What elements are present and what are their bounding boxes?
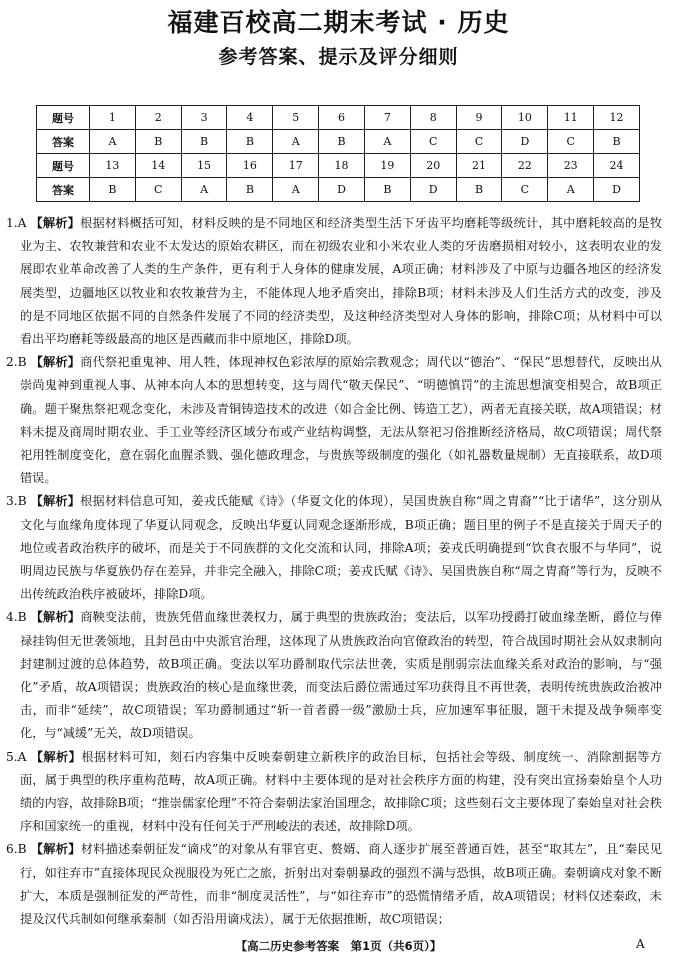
table-cell: 18 xyxy=(319,154,365,178)
question-number: 3.B xyxy=(6,494,27,509)
footer-page-info: 【高二历史参考答案 第1页（共6页）】 xyxy=(235,939,442,953)
table-cell: 5 xyxy=(273,106,319,130)
table-cell: B xyxy=(227,178,273,202)
explanation-text: 根据材料信息可知，姜戎氏能赋《诗》（华夏文化的体现），吴国贵族自称“周之胄裔”“比于诸华”，这分别从文化与血缘角度体现了华夏认同观念，反映出华夏认同观念逐渐形成，B项正确；题目里的例子不是直接关于周天子的地位或者政治秩序的破坏，而是关于不同族群的文化交流和认同，排除A项；姜戎氏明确提到“饮食衣服不与华同”，说明周边民族与华夏族仍存在差异，并非完全融入，排除C项；姜戎氏赋《诗》、吴国贵族自称“周之胄裔”等行为，反映不出传统政治秩序被破坏，排除D项。 xyxy=(20,494,663,602)
table-cell: D xyxy=(319,178,365,202)
table-cell: B xyxy=(227,130,273,154)
table-row-numbers-1 xyxy=(37,106,640,130)
explanation-text: 商代祭祀重鬼神、用人牲，体现神权色彩浓厚的原始宗教观念；周代以“德治”、“保民”思想替代，反映出从崇尚鬼神到重视人事、从神本向人本的思想转变，这与周代“敬天保民”、“明德慎罚”的主流思想演变相契合，故B项正确。题干聚焦祭祀观念变化，未涉及青铜铸造技术的改进（如合金比例、铸造工艺），两者无直接关联，故A项错误；材料未提及商周时期农业、手工业等经济区域分布或产业结构调整，无法从祭祀习俗推断经济格局，故C项错误；周代祭祀用牲制度变化，意在弱化血腥杀戮、强化德政理念，与贵族等级制度的强化（如礼器数量规制）无直接联系，故D项错误。 xyxy=(20,355,663,486)
table-row-answers-1 xyxy=(37,130,640,154)
analysis-tag: 【解析】 xyxy=(30,610,81,625)
table-cell: 7 xyxy=(364,106,410,130)
explanation-item xyxy=(6,490,662,606)
table-row-answers-2 xyxy=(37,178,640,202)
row-label: 答案 xyxy=(37,130,90,154)
table-cell: A xyxy=(90,130,136,154)
row-label: 题号 xyxy=(37,106,90,130)
explanation-item xyxy=(6,351,662,490)
version-label: A xyxy=(636,937,645,951)
question-number: 6.B xyxy=(6,842,27,857)
table-cell: D xyxy=(502,130,548,154)
table-cell: A xyxy=(364,130,410,154)
table-cell: A xyxy=(273,178,319,202)
table-cell: 24 xyxy=(594,154,640,178)
table-cell: C xyxy=(410,130,456,154)
question-number: 5.A xyxy=(6,749,27,764)
table-cell: A xyxy=(548,178,594,202)
table-cell: C xyxy=(135,178,181,202)
table-cell: 12 xyxy=(594,106,640,130)
table-cell: 21 xyxy=(456,154,502,178)
table-cell: 15 xyxy=(181,154,227,178)
table-row-numbers-2 xyxy=(37,154,640,178)
table-cell: B xyxy=(319,130,365,154)
table-cell: 17 xyxy=(273,154,319,178)
table-cell: B xyxy=(364,178,410,202)
explanation-text: 材料描述秦朝征发“谪戍”的对象从有罪官吏、赘婿、商人逐步扩展至普通百姓，甚至“取其左”，且“秦民见行，如往弃市”直接体现民众视服役为死亡之旅，折射出对秦朝暴政的强烈不满与恐惧，故B项正确。秦朝谪戍对象不断扩大，本质是强制征发的严苛性，而非“制度灵活性”，与“如往弃市”的恐慌情绪矛盾，故A项错误；材料仅述秦政，未提及汉代兵制如何继承秦制（如否沿用谪戍法），属于无依据推断，故C项错误； xyxy=(20,842,663,927)
table-cell: B xyxy=(135,130,181,154)
table-cell: 20 xyxy=(410,154,456,178)
answer-table xyxy=(36,105,640,202)
table-cell: 3 xyxy=(181,106,227,130)
analysis-tag: 【解析】 xyxy=(30,216,81,230)
table-cell: A xyxy=(273,130,319,154)
table-cell: 11 xyxy=(548,106,594,130)
explanations xyxy=(6,212,662,931)
table-cell: 19 xyxy=(364,154,410,178)
table-cell: 10 xyxy=(502,106,548,130)
table-cell: C xyxy=(456,130,502,154)
page-subtitle: 参考答案、提示及评分细则 xyxy=(218,46,459,68)
explanation-text: 根据材料可知，刻石内容集中反映秦朝建立新秩序的政治目标，包括社会等级、制度统一、消除割据等方面，属于典型的秩序重构范畴，故A项正确。材料中主要体现的是对社会秩序方面的构建，没有突出宣扬秦始皇个人功绩的内容，故排除B项；“推崇儒家伦理”不符合秦朝法家治国理念，故排除C项；这些刻石文主要体现了秦始皇对社会秩序和国家统一的重视，材料中没有任何关于严刑峻法的表述，故排除D项。 xyxy=(20,749,663,834)
explanation-item xyxy=(6,212,662,351)
explanation-item xyxy=(6,746,662,839)
table-cell: 14 xyxy=(135,154,181,178)
table-cell: B xyxy=(456,178,502,202)
table-cell: B xyxy=(90,178,136,202)
table-cell: 16 xyxy=(227,154,273,178)
table-cell: D xyxy=(410,178,456,202)
table-cell: B xyxy=(594,130,640,154)
explanation-item xyxy=(6,606,662,745)
table-cell: C xyxy=(502,178,548,202)
analysis-tag: 【解析】 xyxy=(30,355,81,370)
question-number: 4.B xyxy=(6,610,27,625)
table-cell: 4 xyxy=(227,106,273,130)
analysis-tag: 【解析】 xyxy=(30,842,81,857)
question-number: 1.A xyxy=(6,216,27,230)
analysis-tag: 【解析】 xyxy=(30,749,82,764)
table-cell: 13 xyxy=(90,154,136,178)
question-number: 2.B xyxy=(6,355,27,370)
table-cell: 6 xyxy=(319,106,365,130)
explanation-item xyxy=(6,838,662,931)
explanation-text: 根据材料概括可知，材料反映的是不同地区和经济类型生活下牙齿平均磨耗等级统计，其中磨耗较高的是牧业为主、农牧兼营和农业不太发达的原始农耕区，而在初级农业和小米农业人类的牙齿磨损相对较小，这表明农业的发展即农业革命改善了人类的生产条件，更有利于人身体的健康发展，A项正确；材料涉及了中原与边疆各地区的经济发展类型，边疆地区以牧业和农牧兼营为主，不能体现人地矛盾突出，排除B项；材料未涉及人们生活方式的改变，涉及的是不同地区依据不同的自然条件发展了不同的经济类型，及这种经济类型对人身体的影响，排除C项；从材料中可以看出平均磨耗等级最高的地区是西藏而非中原地区，排除D项。 xyxy=(20,216,663,347)
table-cell: C xyxy=(548,130,594,154)
explanation-text: 商鞅变法前，贵族凭借血缘世袭权力，属于典型的贵族政治；变法后，以军功授爵打破血缘垄断，爵位与俸禄挂钩但无世袭领地，且封邑由中央派官治理，这体现了从贵族政治向官僚政治的转型，符合战国时期社会从奴隶制向封建制过渡的总体趋势，故B项正确。变法以军功爵制取代宗法世袭，实质是削弱宗法血缘关系对政治的影响，与“强化”矛盾，故A项错误；贵族政治的核心是血缘世袭，而变法后爵位需通过军功获得且不再世袭，表明传统贵族政治被冲击，而非“延续”，故C项错误；军功爵制通过“斩一首者爵一级”激励士兵，应加速军事征服，题干未提及战争频率变化，与“减缓”无关，故D项错误。 xyxy=(20,610,663,741)
table-cell: 2 xyxy=(135,106,181,130)
table-cell: 22 xyxy=(502,154,548,178)
table-cell: B xyxy=(181,130,227,154)
table-cell: D xyxy=(594,178,640,202)
table-cell: A xyxy=(181,178,227,202)
table-cell: 8 xyxy=(410,106,456,130)
table-cell: 23 xyxy=(548,154,594,178)
page-title: 福建百校高二期末考试 · 历史 xyxy=(167,8,510,37)
table-cell: 1 xyxy=(90,106,136,130)
row-label: 答案 xyxy=(37,178,90,202)
analysis-tag: 【解析】 xyxy=(30,494,81,509)
table-cell: 9 xyxy=(456,106,502,130)
row-label: 题号 xyxy=(37,154,90,178)
